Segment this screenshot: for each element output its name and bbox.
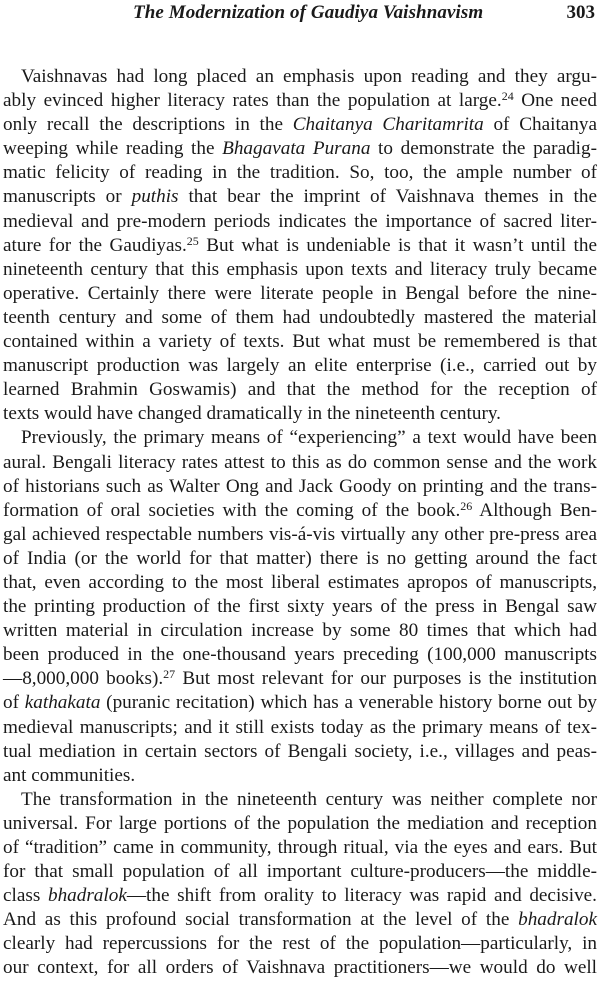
footnote-ref: 27 (163, 667, 176, 682)
running-title: The Modernization of Gaudiya Vaishnavism (133, 2, 484, 23)
text-line: tual mediation in certain sectors of Bengali society, i.e., villages and peas- (3, 740, 597, 762)
text-line: The transformation in the nineteenth century was neither complete nor (21, 788, 597, 810)
text-line: been produced in the one-thousand years preceding (100,000 manuscripts (3, 644, 597, 666)
text-line: aural. Bengali literacy rates attest to this as do common sense and the work (3, 451, 597, 473)
text-line: contained within a variety of texts. But what must be remembered is that (3, 331, 597, 353)
text-line: medieval and pre-modern periods indicates the importance of sacred liter- (3, 210, 597, 232)
text-line: nineteenth century that this emphasis upon texts and literacy truly became (3, 258, 597, 280)
italic-term: kathakata (24, 692, 101, 714)
text-line: Previously, the primary means of “experiencing” a text would have been (21, 427, 597, 449)
text-line: And as this profound social transformation at the level of the bhadralok (3, 909, 597, 931)
text-line: —8,000,000 books).$^{27}$ But most relevant for our purposes is the institution (3, 667, 598, 690)
text-line: ant communities. (3, 764, 136, 786)
text-line: formation of oral societies with the coming of the book.$^{26}$ Although Ben- (3, 498, 597, 521)
text-line: only recall the descriptions in the Chaitanya Charitamrita of Chaitanya (3, 114, 597, 136)
text-line: of India (or the world for that matter) there is no getting around the fact (3, 547, 597, 569)
paragraph (3, 65, 597, 426)
text-line: ature for the Gaudiyas.$^{25}$ But what is undeniable is that it wasn’t until the (3, 233, 597, 256)
text-line: medieval manuscripts; and it still exists today as the primary means of tex- (3, 716, 597, 738)
text-line: of kathakata (puranic recitation) which has a venerable history borne out by (3, 692, 598, 714)
paragraph (3, 426, 597, 787)
text-line: manuscripts or puthis that bear the imprint of Vaishnava themes in the (3, 186, 597, 208)
text-line: our context, for all orders of Vaishnava practitioners—we would do well (3, 957, 597, 979)
italic-term: bhadralok (518, 909, 597, 931)
text-line: ably evinced higher literacy rates than the population at large.$^{24}$ One need (3, 89, 597, 112)
text-line: operative. Certainly there were literate people in Bengal before the nine- (3, 282, 597, 304)
paragraph (3, 788, 597, 981)
text-line: universal. For large portions of the population the mediation and reception (3, 812, 597, 834)
text-line: matic felicity of reading in the tradition. So, too, the ample number of (3, 162, 597, 184)
italic-term: bhadralok (47, 885, 127, 907)
text-line: teenth century and some of them had undoubtedly mastered the material (3, 306, 597, 328)
text-line: gal achieved respectable numbers vis-á-vis virtually any other pre-press area (3, 523, 597, 545)
text-line: the printing production of the first sixty years of the press in Bengal saw (3, 596, 597, 618)
text-line: of historians such as Walter Ong and Jack Goody on printing and the trans- (3, 475, 597, 497)
text-line: manuscript production was largely an elite enterprise (i.e., carried out by (3, 355, 597, 377)
footnote-ref: 24 (501, 89, 514, 104)
body-text (3, 65, 597, 981)
text-line: for that small population of all important culture-producers—the middle- (3, 861, 597, 883)
footnote-ref: 25 (186, 233, 199, 248)
italic-term: puthis (131, 186, 179, 208)
text-line: texts would have changed dramatically in the nineteenth century. (3, 403, 501, 425)
text-line: written material in circulation increase by some 80 times that which had (3, 620, 597, 642)
running-head (0, 0, 600, 30)
page-number: 303 (566, 2, 595, 23)
footnote-ref: 26 (460, 498, 473, 513)
text-line: learned Brahmin Goswamis) and that the method for the reception of (3, 379, 597, 401)
italic-term: Bhagavata Purana (222, 138, 371, 160)
text-line: class bhadralok—the shift from orality to literacy was rapid and decisive. (3, 885, 597, 907)
italic-term: Chaitanya Charitamrita (292, 114, 484, 136)
text-line: that, even according to the most liberal estimates apropos of manuscripts, (3, 571, 597, 593)
text-line: clearly had repercussions for the rest of the population—particularly, in (3, 933, 597, 955)
text-line: weeping while reading the Bhagavata Purana to demonstrate the paradig- (3, 138, 597, 160)
text-line: Vaishnavas had long placed an emphasis upon reading and they argu- (21, 66, 597, 87)
text-line: of “tradition” came in community, through ritual, via the eyes and ears. But (3, 837, 597, 858)
